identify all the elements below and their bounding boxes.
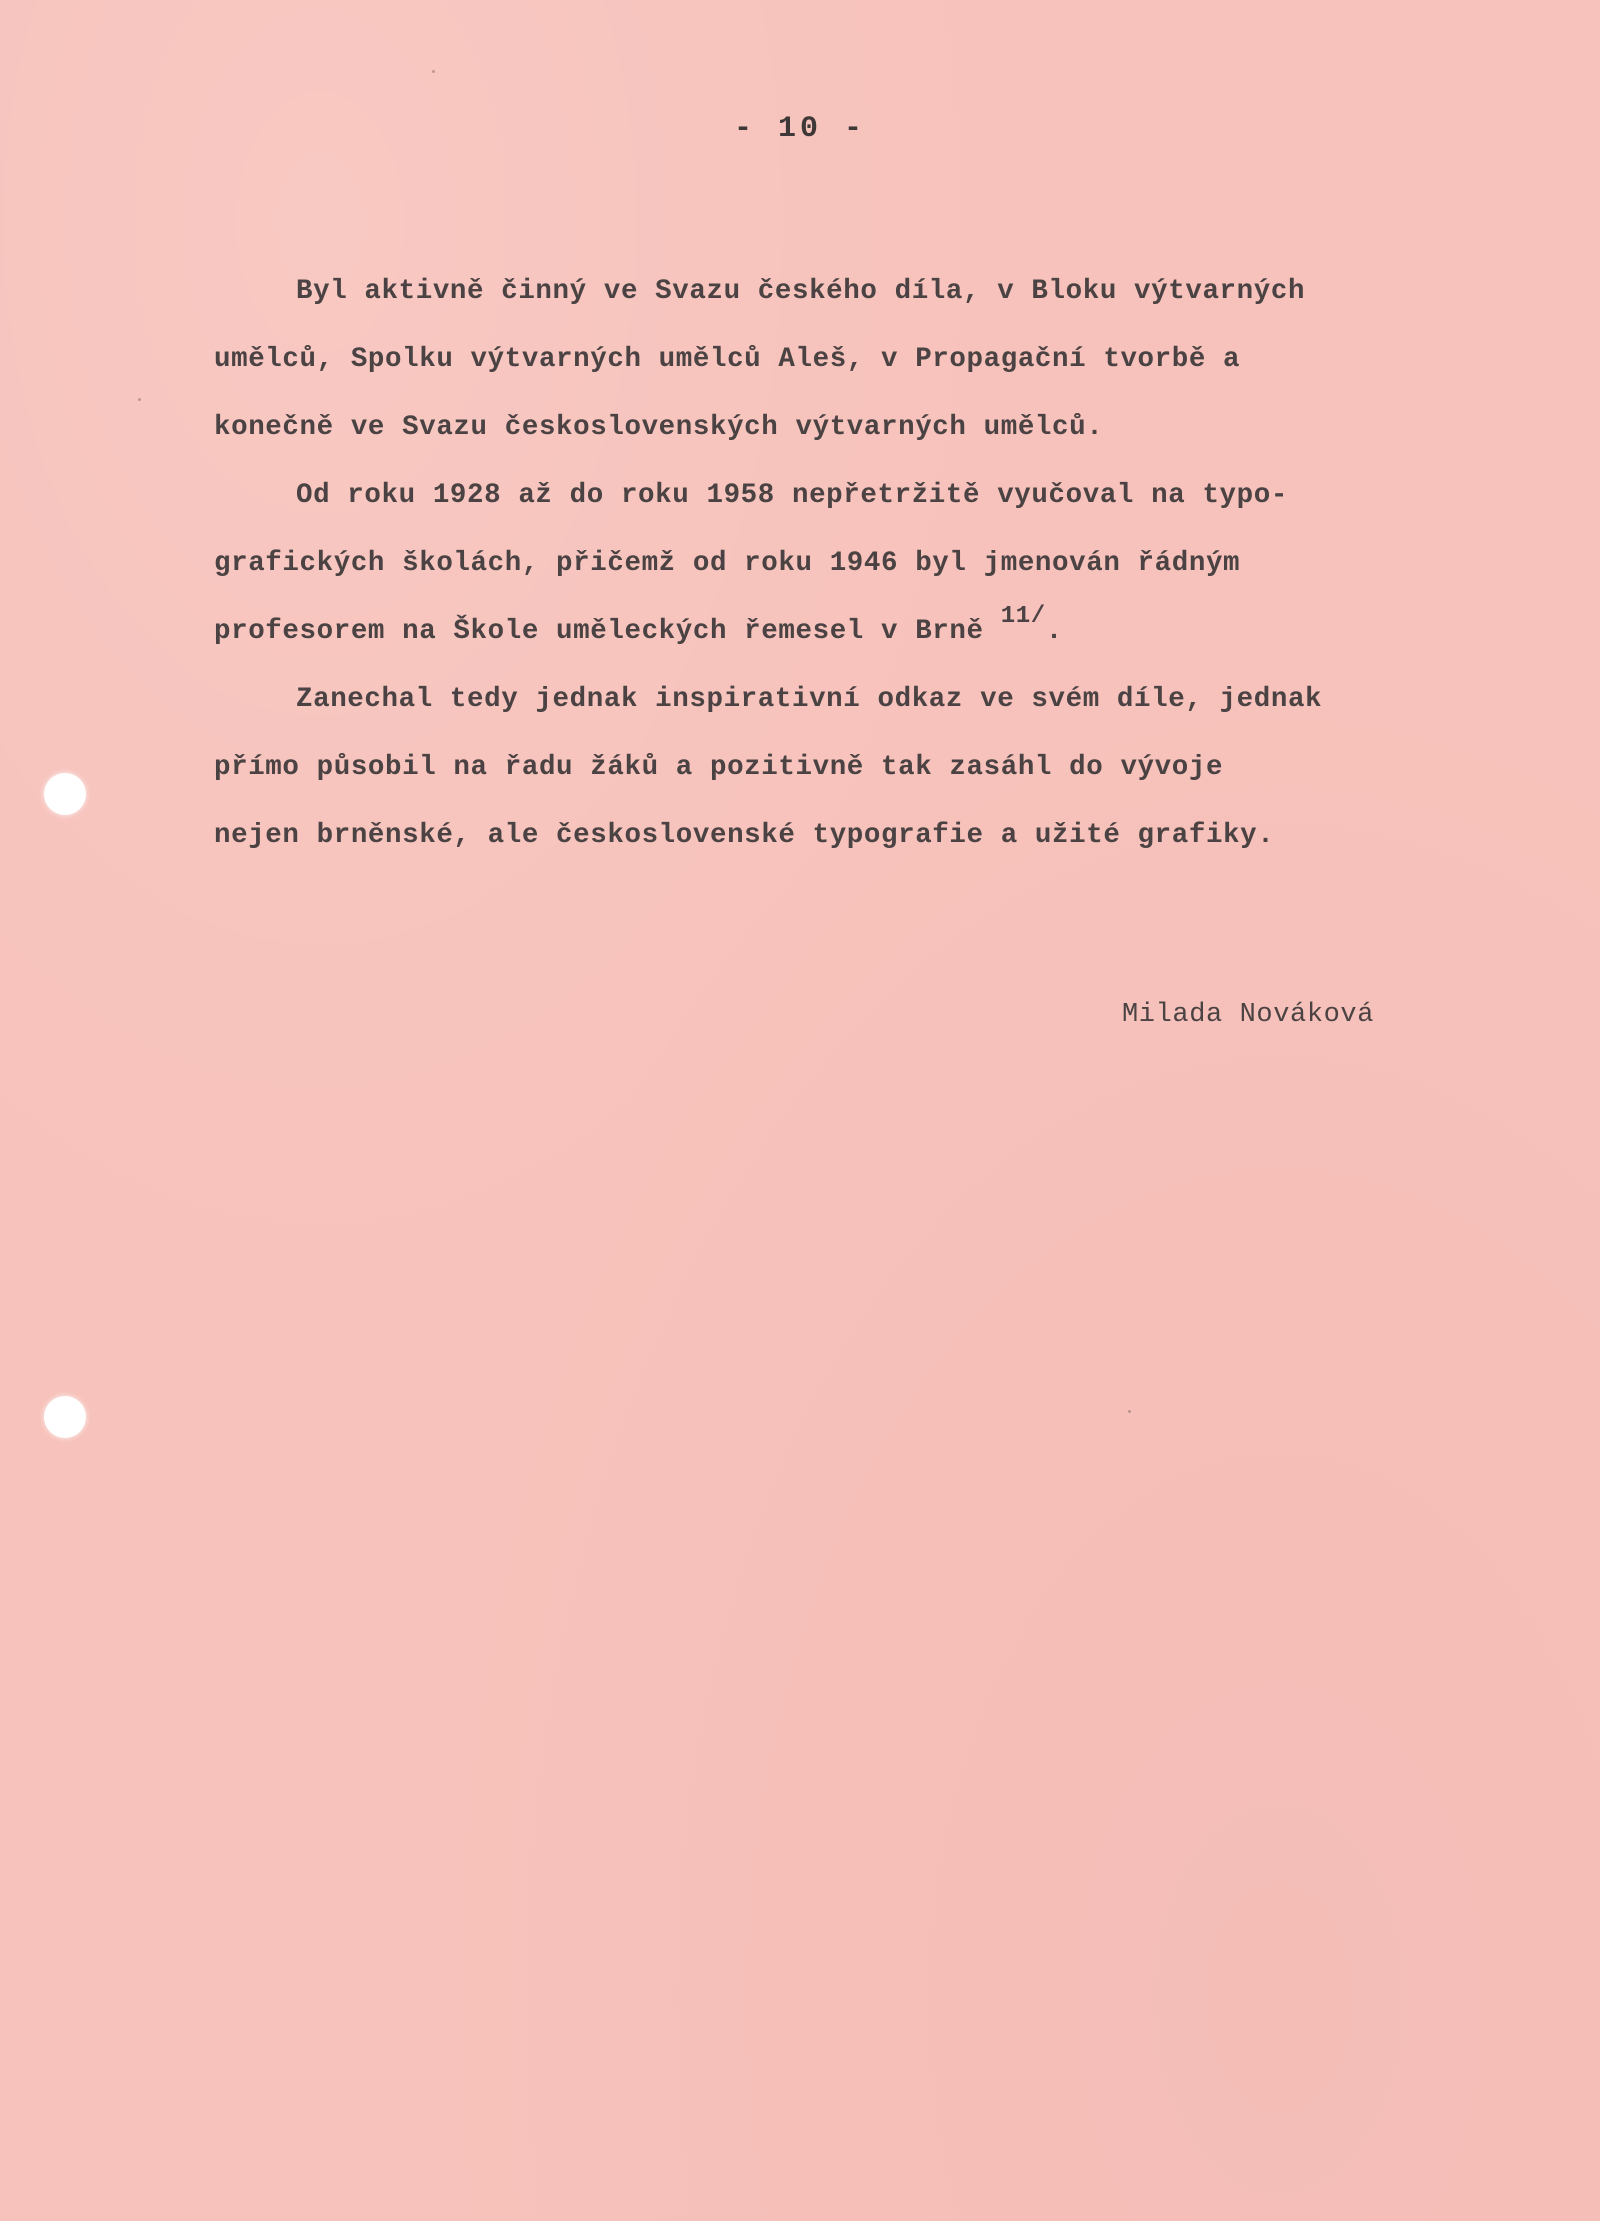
text-line: nejen brněnské, ale československé typografie a užité grafiky. (214, 820, 1275, 851)
paper-speck (1128, 1410, 1131, 1413)
text-line: Byl aktivně činný ve Svazu českého díla, v Bloku výtvarných (296, 276, 1306, 307)
paper-speck (432, 70, 435, 73)
text-line: přímo působil na řadu žáků a pozitivně tak zasáhl do vývoje (214, 752, 1224, 783)
text-line-segment: profesorem na Škole uměleckých řemesel v Brně (214, 616, 1001, 647)
text-line: konečně ve Svazu československých výtvarných umělců. (214, 412, 1104, 443)
paper-speck (138, 398, 141, 401)
punch-hole (44, 1396, 86, 1438)
author-signature: Milada Nováková (1122, 1000, 1375, 1030)
page-number: - 10 - (733, 112, 867, 146)
text-line: Zanechal tedy jednak inspirativní odkaz ve svém díle, jednak (296, 684, 1323, 715)
punch-hole (44, 773, 86, 815)
text-line: grafických školách, přičemž od roku 1946 byl jmenován řádným (214, 548, 1241, 579)
footnote-reference: 11/ (1000, 603, 1046, 630)
sentence-end: . (1045, 616, 1063, 647)
text-line: umělců, Spolku výtvarných umělců Aleš, v Propagační tvorbě a (214, 344, 1241, 375)
text-line: Od roku 1928 až do roku 1958 nepřetržitě vyučoval na typo- (296, 480, 1288, 511)
body-text (214, 258, 1514, 870)
text-line-with-footnote (214, 598, 1514, 666)
